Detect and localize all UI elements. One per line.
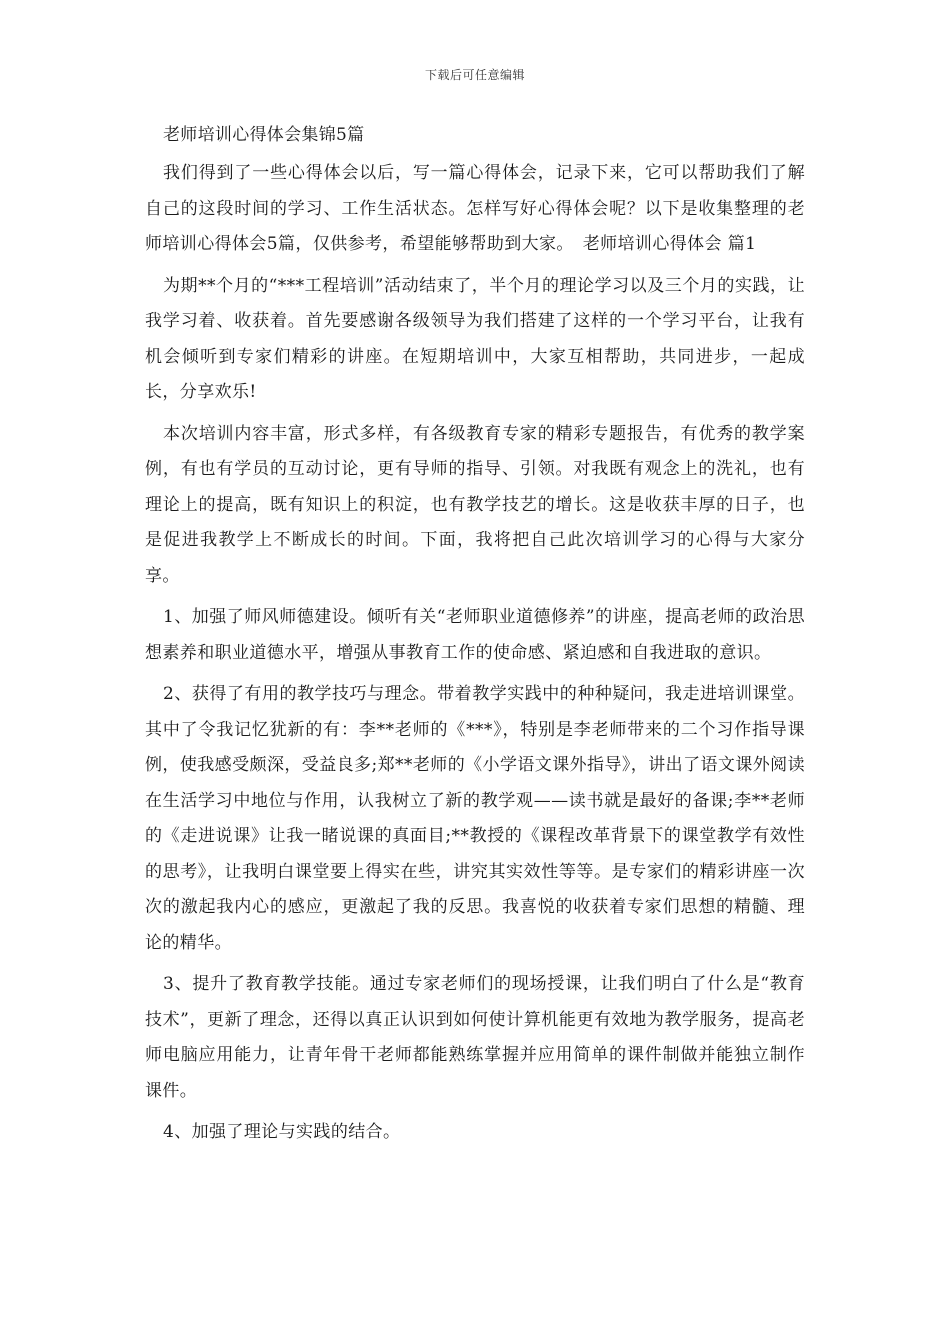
paragraph-1: 为期**个月的“***工程培训”活动结束了，半个月的理论学习以及三个月的实践，让我学习着、收获着。首先要感谢各级领导为我们搭建了这样的一个学习平台，让我有机会倾听到专家们精彩的讲座。在短期培训中，大家互相帮助，共同进步，一起成长，分享欢乐!: [145, 275, 805, 402]
page-header: 下载后可任意编辑: [424, 68, 525, 82]
paragraph-point-3: 3、提升了教育教学技能。通过专家老师们的现场授课，让我们明白了什么是“教育技术”，更新了理念，还得以真正认识到如何使计算机能更有效地为教学服务，提高老师电脑应用能力，让青年骨干老师都能熟练掌握并应用简单的课件制做并能独立制作课件。: [145, 974, 805, 1101]
paragraph-point-4: 4、加强了理论与实践的结合。: [163, 1122, 401, 1142]
paragraph-point-2: 2、获得了有用的教学技巧与理念。带着教学实践中的种种疑问，我走进培训课堂。其中了令我记忆犹新的有：李**老师的《***》，特别是李老师带来的二个习作指导课例，使我感受颇深，受益良多;郑**老师的《小学语文课外指导》，讲出了语文课外阅读在生活学习中地位与作用，认我树立了新的教学观——读书就是最好的备课;李**老师的《走进说课》让我一睹说课的真面目;**教授的《课程改革背景下的课堂教学有效性的思考》，让我明白课堂要上得实在些，讲究其实效性等等。是专家们的精彩讲座一次次的激起我内心的感应，更激起了我的反思。我喜悦的收获着专家们思想的精髓、理论的精华。: [145, 684, 805, 953]
paragraph-point-1: 1、加强了师风师德建设。倾听有关“老师职业道德修养”的讲座，提高老师的政治思想素养和职业道德水平，增强从事教育工作的使命感、紧迫感和自我进取的意识。: [145, 607, 805, 663]
document-title: 老师培训心得体会集锦5篇: [163, 125, 365, 145]
document-body: [145, 120, 805, 1157]
paragraph-intro: 我们得到了一些心得体会以后，写一篇心得体会，记录下来，它可以帮助我们了解自己的这段时间的学习、工作生活状态。怎样写好心得体会呢？以下是收集整理的老师培训心得体会5篇，仅供参考，希望能够帮助到大家。 老师培训心得体会 篇1: [145, 163, 805, 254]
paragraph-2: 本次培训内容丰富，形式多样，有各级教育专家的精彩专题报告，有优秀的教学案例，有也有学员的互动讨论，更有导师的指导、引领。对我既有观念上的洗礼，也有理论上的提高，既有知识上的积淀，也有教学技艺的增长。这是收获丰厚的日子，也是促进我教学上不断成长的时间。下面，我将把自己此次培训学习的心得与大家分享。: [145, 423, 805, 586]
